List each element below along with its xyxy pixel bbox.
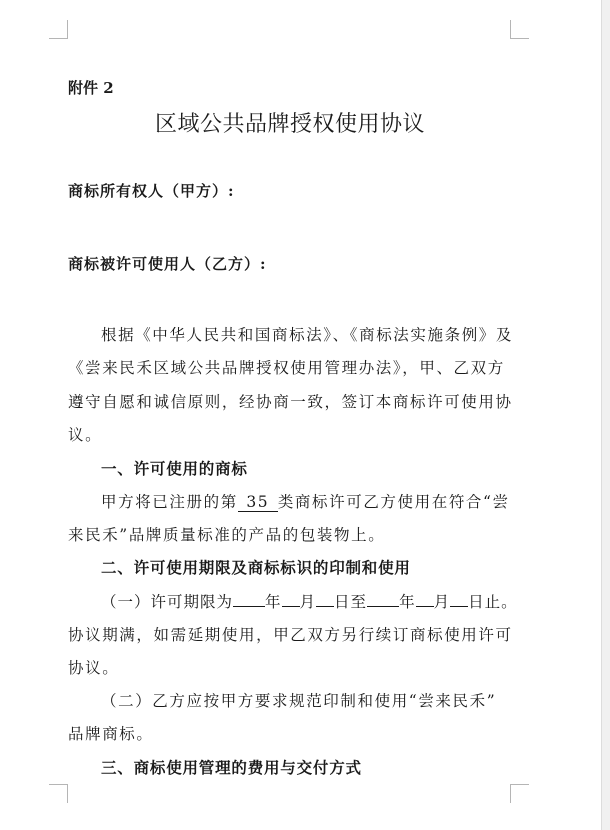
end-year-blank[interactable] (367, 606, 399, 607)
margin-corner-mark-bottom-right (510, 784, 529, 803)
section-2-item-2-line-2: 品牌商标。 (68, 725, 154, 743)
start-year-label: 年 (265, 593, 282, 611)
vertical-scrollbar[interactable] (601, 0, 610, 830)
start-day-label: 日至 (334, 593, 368, 611)
party-b-label: 商标被许可使用人（乙方）: (68, 255, 267, 273)
start-month-blank[interactable] (282, 606, 300, 607)
end-day-label: 日止。 (468, 593, 518, 611)
end-month-blank[interactable] (416, 606, 434, 607)
section-2-heading: 二、许可使用期限及商标标识的印制和使用 (101, 559, 411, 577)
intro-line-1: 根据《中华人民共和国商标法》、《商标法实施条例》及 (101, 326, 514, 344)
margin-corner-mark-top-left (49, 20, 68, 39)
intro-line-3: 遵守自愿和诚信原则，经协商一致，签订本商标许可使用协 (68, 393, 513, 411)
section-2-item-1-line-3: 协议。 (68, 659, 120, 677)
section-3-heading: 三、商标使用管理的费用与交付方式 (101, 759, 362, 777)
section-2-item-2-line-1: （二）乙方应按甲方要求规范印制和使用“尝来民禾” (101, 692, 497, 710)
intro-line-4: 议。 (68, 426, 103, 444)
intro-line-2: 《尝来民禾区域公共品牌授权使用管理办法》，甲、乙双方 (68, 359, 505, 377)
section-1-text-before: 甲方将已注册的第 (101, 493, 238, 511)
start-month-label: 月 (299, 593, 317, 611)
margin-corner-mark-top-right (510, 20, 529, 39)
section-2-item-1-line-1 (101, 590, 518, 612)
trademark-class-number: 35 (238, 494, 278, 512)
end-year-label: 年 (399, 593, 416, 611)
term-prefix: （一）许可期限为 (101, 593, 234, 611)
attachment-label: 附件 2 (68, 79, 114, 97)
section-1-text-after: 类商标许可乙方使用在符合“尝 (277, 493, 510, 511)
section-1-line-2: 来民禾”品牌质量标准的产品的包装物上。 (68, 526, 386, 544)
end-month-label: 月 (433, 593, 451, 611)
start-day-blank[interactable] (316, 606, 334, 607)
margin-corner-mark-bottom-left (49, 784, 68, 803)
section-1-line-1 (101, 490, 510, 512)
party-a-label: 商标所有权人（甲方）: (68, 182, 235, 200)
start-year-blank[interactable] (233, 606, 265, 607)
section-2-item-1-line-2: 协议期满，如需延期使用，甲乙双方另行续订商标使用许可 (68, 626, 513, 644)
section-1-heading: 一、许可使用的商标 (101, 460, 248, 478)
end-day-blank[interactable] (450, 606, 468, 607)
document-title: 区域公共品牌授权使用协议 (154, 112, 425, 137)
